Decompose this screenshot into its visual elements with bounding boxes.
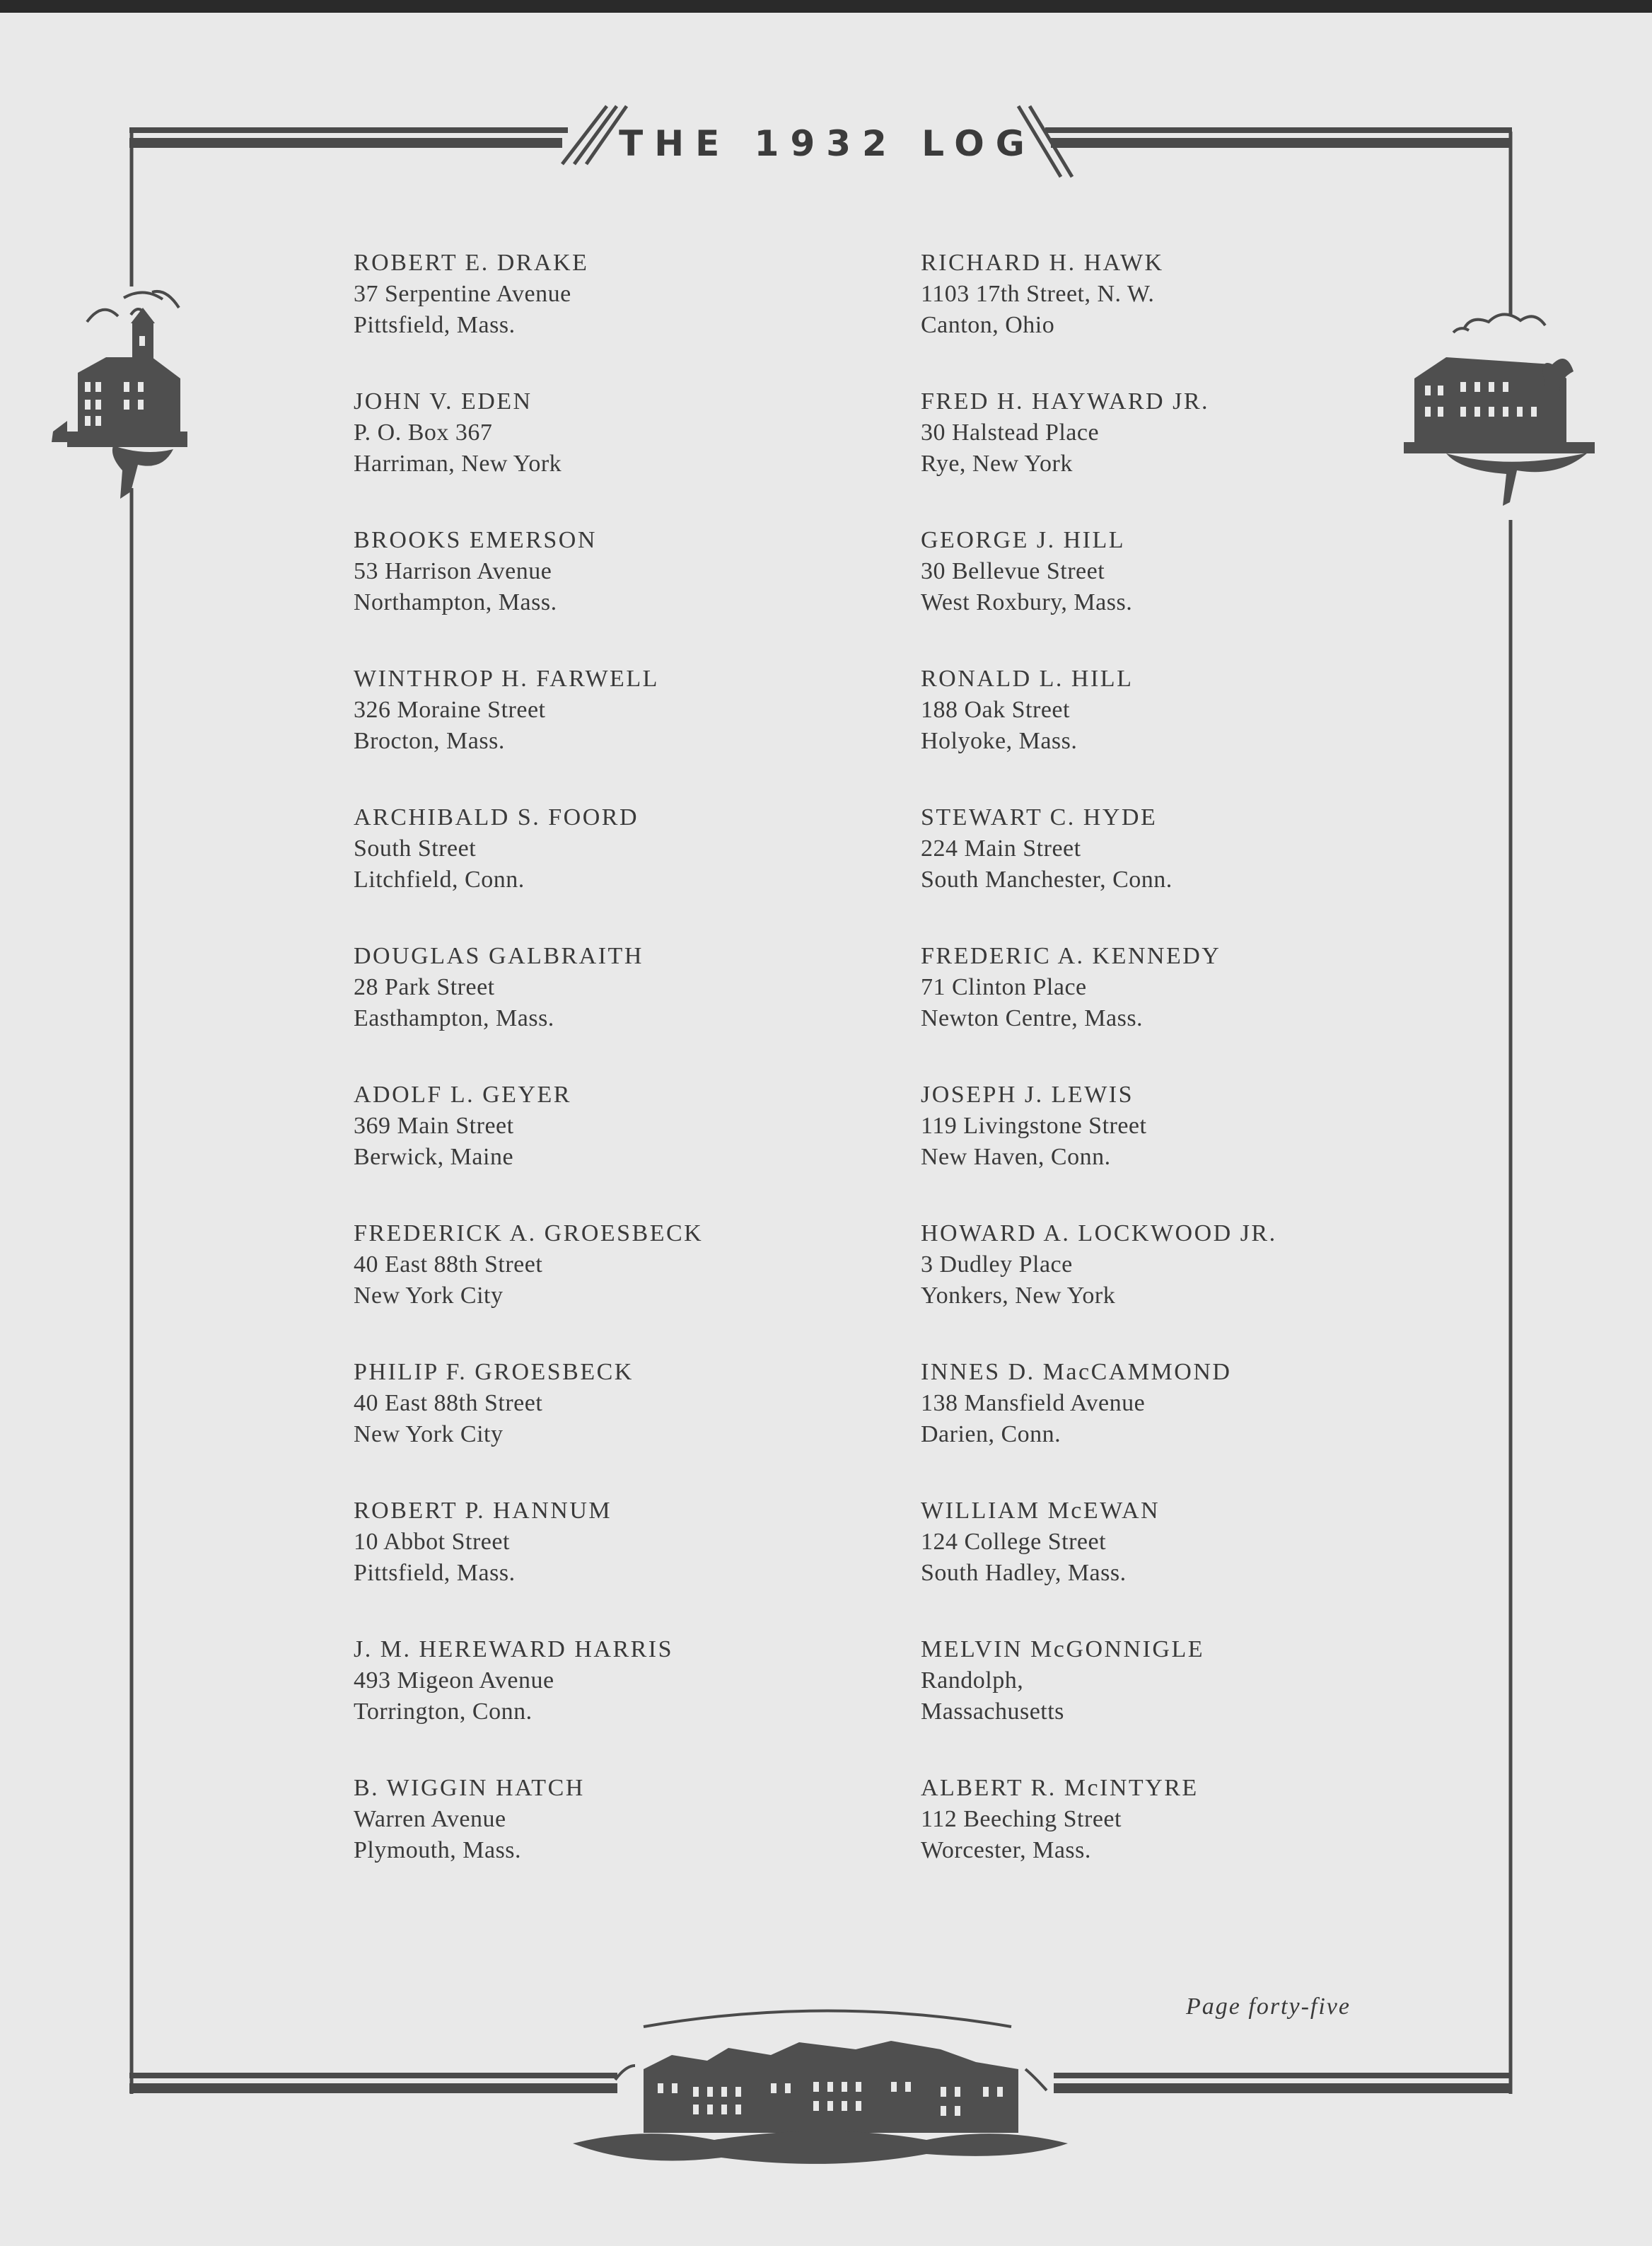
member-city: Northampton, Mass. [354, 589, 557, 615]
member-name: RONALD L. HILL [921, 666, 1134, 692]
left-building-illustration [39, 279, 187, 513]
roster-entry [921, 386, 1430, 525]
roster-entry [921, 941, 1430, 1079]
member-address: 493 Migeon Avenue [354, 1667, 554, 1694]
member-name: DOUGLAS GALBRAITH [354, 943, 644, 969]
member-address: 40 East 88th Street [354, 1390, 543, 1416]
member-name: ROBERT E. DRAKE [354, 250, 589, 276]
member-name: JOSEPH J. LEWIS [921, 1082, 1134, 1108]
member-address: Randolph, [921, 1667, 1024, 1694]
member-name: GEORGE J. HILL [921, 527, 1126, 553]
roster-entry [354, 1634, 863, 1773]
member-address: 112 Beeching Street [921, 1806, 1122, 1832]
member-city: Worcester, Mass. [921, 1837, 1091, 1863]
member-city: Easthampton, Mass. [354, 1005, 554, 1031]
member-city: New Haven, Conn. [921, 1144, 1111, 1170]
member-name: RICHARD H. HAWK [921, 250, 1164, 276]
member-name: PHILIP F. GROESBECK [354, 1359, 634, 1385]
roster-entry [354, 1218, 863, 1357]
member-address: 10 Abbot Street [354, 1529, 510, 1555]
member-city: Newton Centre, Mass. [921, 1005, 1144, 1031]
member-city: Plymouth, Mass. [354, 1837, 522, 1863]
member-name: HOWARD A. LOCKWOOD JR. [921, 1220, 1277, 1246]
roster-entry [921, 1495, 1430, 1634]
member-address: 40 East 88th Street [354, 1251, 543, 1278]
member-address: 28 Park Street [354, 974, 495, 1000]
member-address: 30 Bellevue Street [921, 558, 1105, 584]
member-name: INNES D. MacCAMMOND [921, 1359, 1232, 1385]
right-roster-column [921, 248, 1430, 1911]
member-address: 37 Serpentine Avenue [354, 281, 571, 307]
page-number-label: Page forty-five [1186, 1993, 1351, 2020]
member-address: 124 College Street [921, 1529, 1107, 1555]
member-city: Canton, Ohio [921, 312, 1055, 338]
roster-entry [921, 1218, 1430, 1357]
member-address: 71 Clinton Place [921, 974, 1087, 1000]
member-name: J. M. HEREWARD HARRIS [354, 1636, 674, 1662]
member-city: New York City [354, 1283, 504, 1309]
member-city: South Manchester, Conn. [921, 867, 1173, 893]
member-city: Brocton, Mass. [354, 728, 505, 754]
member-address: 53 Harrison Avenue [354, 558, 552, 584]
member-address: 138 Mansfield Avenue [921, 1390, 1146, 1416]
member-address: 3 Dudley Place [921, 1251, 1073, 1278]
roster-entry [354, 248, 863, 386]
member-name: WINTHROP H. FARWELL [354, 666, 659, 692]
member-city: Massachusetts [921, 1698, 1064, 1725]
roster-entry [354, 386, 863, 525]
roster-entry [921, 1773, 1430, 1911]
member-name: ROBERT P. HANNUM [354, 1498, 612, 1524]
member-city: Pittsfield, Mass. [354, 312, 516, 338]
member-address: 30 Halstead Place [921, 419, 1100, 446]
roster-entry [354, 1495, 863, 1634]
member-name: ALBERT R. McINTYRE [921, 1775, 1199, 1801]
roster-entry [921, 1634, 1430, 1773]
roster-entry [921, 1079, 1430, 1218]
member-city: Darien, Conn. [921, 1421, 1061, 1447]
roster-entry [921, 248, 1430, 386]
member-name: FREDERIC A. KENNEDY [921, 943, 1221, 969]
member-city: Harriman, New York [354, 451, 562, 477]
member-name: ADOLF L. GEYER [354, 1082, 571, 1108]
left-roster-column [354, 248, 863, 1911]
member-name: FREDERICK A. GROESBECK [354, 1220, 704, 1246]
member-address: P. O. Box 367 [354, 419, 493, 446]
member-address: 326 Moraine Street [354, 697, 546, 723]
right-building-illustration [1404, 301, 1616, 527]
member-name: FRED H. HAYWARD JR. [921, 388, 1210, 415]
member-address: 224 Main Street [921, 835, 1081, 862]
member-city: West Roxbury, Mass. [921, 589, 1133, 615]
member-city: Torrington, Conn. [354, 1698, 533, 1725]
member-city: Yonkers, New York [921, 1283, 1116, 1309]
page-header-title: THE 1932 LOG [619, 123, 1036, 164]
member-address: 119 Livingstone Street [921, 1113, 1147, 1139]
member-address: 188 Oak Street [921, 697, 1070, 723]
member-city: New York City [354, 1421, 504, 1447]
member-city: Berwick, Maine [354, 1144, 514, 1170]
bottom-campus-illustration [559, 1998, 1096, 2186]
member-name: B. WIGGIN HATCH [354, 1775, 585, 1801]
member-name: ARCHIBALD S. FOORD [354, 804, 639, 830]
roster-entry [921, 664, 1430, 802]
roster-entry [354, 1079, 863, 1218]
roster-entry [354, 1773, 863, 1911]
roster-entry [354, 1357, 863, 1495]
member-address: South Street [354, 835, 477, 862]
member-address: 369 Main Street [354, 1113, 514, 1139]
member-city: Litchfield, Conn. [354, 867, 525, 893]
roster-entry [921, 802, 1430, 941]
member-city: Rye, New York [921, 451, 1073, 477]
member-name: JOHN V. EDEN [354, 388, 533, 415]
roster-entry [354, 664, 863, 802]
member-city: Holyoke, Mass. [921, 728, 1078, 754]
member-name: BROOKS EMERSON [354, 527, 597, 553]
member-name: STEWART C. HYDE [921, 804, 1158, 830]
member-city: South Hadley, Mass. [921, 1560, 1127, 1586]
roster-entry [354, 941, 863, 1079]
member-address: Warren Avenue [354, 1806, 506, 1832]
member-city: Pittsfield, Mass. [354, 1560, 516, 1586]
member-name: MELVIN McGONNIGLE [921, 1636, 1205, 1662]
member-name: WILLIAM McEWAN [921, 1498, 1161, 1524]
roster-entry [354, 525, 863, 664]
member-address: 1103 17th Street, N. W. [921, 281, 1155, 307]
roster-entry [354, 802, 863, 941]
roster-entry [921, 525, 1430, 664]
roster-entry [921, 1357, 1430, 1495]
